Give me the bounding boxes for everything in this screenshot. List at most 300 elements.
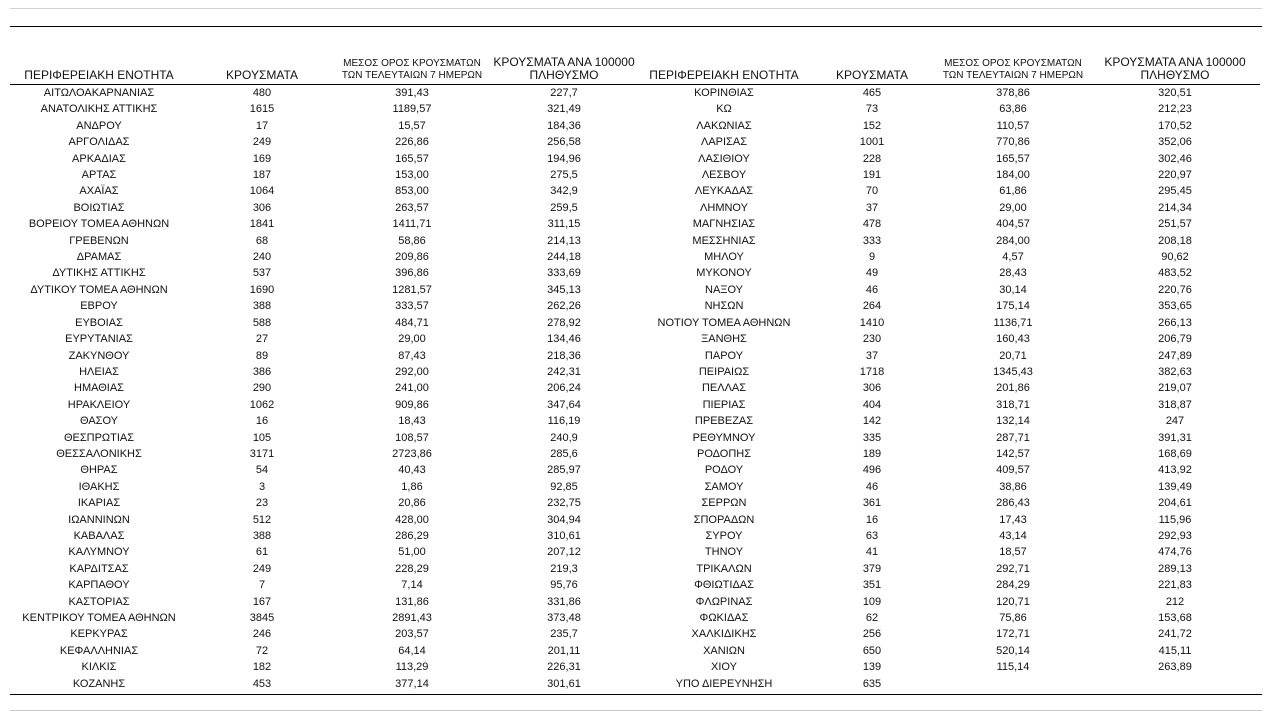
- table-row: [10, 594, 1260, 610]
- left-region-cell: ΑΝΑΤΟΛΙΚΗΣ ΑΤΤΙΚΗΣ: [40, 103, 158, 116]
- left-avg7-cell: 292,00: [395, 365, 429, 378]
- table-row: [10, 183, 1260, 199]
- left-per100k-cell: 235,7: [550, 628, 578, 641]
- table-row: [10, 561, 1260, 577]
- left-avg7-cell: 113,29: [395, 661, 429, 674]
- right-per100k-cell: 220,76: [1158, 283, 1192, 296]
- right-per100k-cell: 391,31: [1158, 431, 1192, 444]
- left-region-cell: ΔΥΤΙΚΗΣ ΑΤΤΙΚΗΣ: [52, 267, 146, 280]
- left-region-cell: ΚΑΒΑΛΑΣ: [73, 529, 125, 542]
- right-avg7-cell: 286,43: [996, 497, 1030, 510]
- table-row: [10, 479, 1260, 495]
- right-per100k-cell: 241,72: [1158, 628, 1192, 641]
- left-cases-cell: 246: [252, 628, 272, 641]
- left-cases-cell: 23: [255, 497, 269, 510]
- right-cases-cell: 379: [862, 562, 882, 575]
- left-cases-cell: 388: [252, 529, 272, 542]
- right-region-cell: ΤΡΙΚΑΛΩΝ: [696, 562, 752, 575]
- table-row: [10, 430, 1260, 446]
- left-avg7-cell: 2723,86: [392, 447, 432, 460]
- left-avg7-cell: 153,00: [395, 169, 429, 182]
- left-cases-cell: 3171: [249, 447, 275, 460]
- left-region-cell: ΒΟΡΕΙΟΥ ΤΟΜΕΑ ΑΘΗΝΩΝ: [28, 218, 170, 231]
- table-row: [10, 282, 1260, 298]
- right-per100k-cell: 289,13: [1158, 562, 1192, 575]
- left-per100k-cell: 218,36: [547, 349, 581, 362]
- header-region-right: ΠΕΡΙΦΕΡΕΙΑΚΗ ΕΝΟΤΗΤΑ: [640, 52, 808, 85]
- table-row: [10, 331, 1260, 347]
- left-avg7-cell: 241,00: [395, 382, 429, 395]
- right-avg7-cell: 17,43: [999, 513, 1027, 526]
- right-avg7-cell: 184,00: [996, 169, 1030, 182]
- right-per100k-cell: 247,89: [1158, 349, 1192, 362]
- bottom-rule: [10, 694, 1262, 695]
- right-cases-cell: 1718: [859, 365, 885, 378]
- right-per100k-cell: 382,63: [1158, 365, 1192, 378]
- right-avg7-cell: 318,71: [996, 398, 1030, 411]
- left-cases-cell: 187: [252, 169, 272, 182]
- left-cases-cell: 453: [252, 677, 272, 690]
- right-cases-cell: 264: [862, 300, 882, 313]
- table-row: [10, 101, 1260, 117]
- table-row: [10, 413, 1260, 429]
- table-row: [10, 364, 1260, 380]
- right-region-cell: ΜΑΓΝΗΣΙΑΣ: [692, 218, 756, 231]
- table-row: [10, 495, 1260, 511]
- right-cases-cell: 189: [862, 447, 882, 460]
- left-per100k-cell: 285,6: [550, 447, 578, 460]
- right-region-cell: ΦΛΩΡΙΝΑΣ: [695, 595, 753, 608]
- left-avg7-cell: 18,43: [398, 415, 426, 428]
- left-cases-cell: 1064: [249, 185, 275, 198]
- left-cases-cell: 72: [255, 644, 269, 657]
- left-per100k-cell: 207,12: [547, 546, 581, 559]
- cases-table: [10, 52, 1260, 692]
- left-avg7-cell: 1281,57: [392, 283, 432, 296]
- right-avg7-cell: 409,57: [996, 464, 1030, 477]
- right-cases-cell: 46: [865, 480, 879, 493]
- right-region-cell: ΚΟΡΙΝΘΙΑΣ: [694, 87, 754, 99]
- right-per100k-cell: 292,93: [1158, 529, 1192, 542]
- table-row: [10, 462, 1260, 478]
- right-cases-cell: 9: [868, 251, 876, 264]
- left-avg7-cell: 40,43: [398, 464, 426, 477]
- left-per100k-cell: 95,76: [550, 579, 578, 592]
- right-cases-cell: 46: [865, 283, 879, 296]
- right-per100k-cell: 474,76: [1158, 546, 1192, 559]
- right-avg7-cell: 1345,43: [993, 365, 1033, 378]
- left-avg7-cell: 228,29: [395, 562, 429, 575]
- left-cases-cell: 386: [252, 365, 272, 378]
- left-cases-cell: 54: [255, 464, 269, 477]
- right-avg7-cell: 18,57: [999, 546, 1027, 559]
- table-row: [10, 643, 1260, 659]
- left-per100k-cell: 244,18: [547, 251, 581, 264]
- right-per100k-cell: 266,13: [1158, 316, 1192, 329]
- right-cases-cell: 256: [862, 628, 882, 641]
- right-region-cell: ΥΠΟ ΔΙΕΡΕΥΝΗΣΗ: [675, 677, 773, 690]
- right-per100k-cell: 212,23: [1158, 103, 1192, 116]
- right-avg7-cell: 160,43: [996, 333, 1030, 346]
- left-per100k-cell: 134,46: [547, 333, 581, 346]
- right-avg7-cell: 378,86: [996, 87, 1030, 99]
- top-rule-light: [10, 8, 1262, 9]
- table-row: [10, 134, 1260, 150]
- right-avg7-cell: 20,71: [999, 349, 1027, 362]
- right-per100k-cell: 219,07: [1158, 382, 1192, 395]
- right-region-cell: ΛΑΚΩΝΙΑΣ: [696, 119, 752, 132]
- left-cases-cell: 249: [252, 136, 272, 149]
- left-cases-cell: 240: [252, 251, 272, 264]
- left-cases-cell: 169: [252, 152, 272, 165]
- bottom-rule-light: [10, 710, 1262, 711]
- left-avg7-cell: 51,00: [398, 546, 426, 559]
- left-region-cell: ΚΟΖΑΝΗΣ: [72, 677, 126, 690]
- left-cases-cell: 290: [252, 382, 272, 395]
- table-row: [10, 151, 1260, 167]
- left-avg7-cell: 2891,43: [392, 612, 432, 624]
- left-cases-cell: 306: [252, 201, 272, 214]
- right-cases-cell: 70: [865, 185, 879, 198]
- right-avg7-cell: 75,86: [999, 612, 1027, 624]
- right-per100k-cell: 208,18: [1158, 234, 1192, 247]
- left-region-cell: ΑΧΑΪΑΣ: [79, 185, 119, 198]
- left-per100k-cell: 240,9: [550, 431, 578, 444]
- left-region-cell: ΚΑΡΔΙΤΣΑΣ: [69, 562, 129, 575]
- right-avg7-cell: 38,86: [999, 480, 1027, 493]
- right-region-cell: ΡΟΔΟΥ: [704, 464, 744, 477]
- left-cases-cell: 27: [255, 333, 269, 346]
- left-region-cell: ΙΚΑΡΙΑΣ: [77, 497, 121, 510]
- left-per100k-cell: 321,49: [547, 103, 581, 116]
- header-avg7-left: ΜΕΣΟΣ ΟΡΟΣ ΚΡΟΥΣΜΑΤΩΝ ΤΩΝ ΤΕΛΕΥΤΑΙΩΝ 7 ΗΜΕΡΩΝ: [336, 52, 488, 85]
- left-cases-cell: 588: [252, 316, 272, 329]
- right-cases-cell: 139: [862, 661, 882, 674]
- right-cases-cell: 191: [862, 169, 882, 182]
- left-avg7-cell: 29,00: [398, 333, 426, 346]
- right-region-cell: ΛΕΣΒΟΥ: [701, 169, 747, 182]
- left-cases-cell: 3: [258, 480, 266, 493]
- left-per100k-cell: 219,3: [550, 562, 578, 575]
- right-cases-cell: 41: [865, 546, 879, 559]
- left-cases-cell: 512: [252, 513, 272, 526]
- right-region-cell: ΦΘΙΩΤΙΔΑΣ: [694, 579, 754, 592]
- left-per100k-cell: 184,36: [547, 119, 581, 132]
- left-per100k-cell: 262,26: [547, 300, 581, 313]
- right-cases-cell: 465: [862, 87, 882, 99]
- right-avg7-cell: 120,71: [996, 595, 1030, 608]
- left-per100k-cell: 201,11: [547, 644, 581, 657]
- left-region-cell: ΔΡΑΜΑΣ: [76, 251, 122, 264]
- left-cases-cell: 68: [255, 234, 269, 247]
- left-cases-cell: 1062: [249, 398, 275, 411]
- right-cases-cell: 63: [865, 529, 879, 542]
- right-cases-cell: 404: [862, 398, 882, 411]
- right-cases-cell: 109: [862, 595, 882, 608]
- right-per100k-cell: 415,11: [1158, 644, 1192, 657]
- right-per100k-cell: 353,65: [1158, 300, 1192, 313]
- right-per100k-cell: 318,87: [1158, 398, 1192, 411]
- right-per100k-cell: 153,68: [1158, 612, 1192, 624]
- left-per100k-cell: 92,85: [550, 480, 578, 493]
- table-row: [10, 315, 1260, 331]
- right-avg7-cell: 770,86: [996, 136, 1030, 149]
- left-per100k-cell: 242,31: [547, 365, 581, 378]
- left-per100k-cell: 194,96: [547, 152, 581, 165]
- right-region-cell: ΜΗΛΟΥ: [704, 251, 744, 264]
- left-avg7-cell: 391,43: [395, 87, 429, 99]
- right-region-cell: ΝΑΞΟΥ: [705, 283, 743, 296]
- right-per100k-cell: 115,96: [1158, 513, 1192, 526]
- table-row: [10, 676, 1260, 692]
- left-per100k-cell: 232,75: [547, 497, 581, 510]
- left-per100k-cell: 275,5: [550, 169, 578, 182]
- left-per100k-cell: 227,7: [550, 87, 578, 99]
- right-cases-cell: 351: [862, 579, 882, 592]
- right-avg7-cell: 1136,71: [993, 316, 1033, 329]
- table-row: [10, 512, 1260, 528]
- right-avg7-cell: 110,57: [996, 119, 1030, 132]
- right-per100k-cell: 247: [1165, 415, 1185, 428]
- right-avg7-cell: 284,29: [996, 579, 1030, 592]
- right-per100k-cell: 214,34: [1158, 201, 1192, 214]
- right-region-cell: ΠΑΡΟΥ: [704, 349, 744, 362]
- right-avg7-cell: 115,14: [996, 661, 1030, 674]
- left-avg7-cell: 20,86: [398, 497, 426, 510]
- table-row: [10, 528, 1260, 544]
- right-per100k-cell: 206,79: [1158, 333, 1192, 346]
- right-region-cell: ΧΑΝΙΩΝ: [703, 644, 745, 657]
- left-per100k-cell: 259,5: [550, 201, 578, 214]
- right-avg7-cell: 63,86: [999, 103, 1027, 116]
- left-cases-cell: 105: [252, 431, 272, 444]
- table-row: [10, 85, 1260, 102]
- left-region-cell: ΑΙΤΩΛΟΑΚΑΡΝΑΝΙΑΣ: [43, 87, 155, 99]
- left-region-cell: ΚΑΛΥΜΝΟΥ: [68, 546, 130, 559]
- right-cases-cell: 37: [865, 201, 879, 214]
- right-avg7-cell: 4,57: [1002, 251, 1024, 264]
- left-cases-cell: 61: [255, 546, 269, 559]
- left-cases-cell: 1615: [249, 103, 275, 116]
- right-cases-cell: 73: [865, 103, 879, 116]
- left-cases-cell: 17: [255, 119, 269, 132]
- left-region-cell: ΙΩΑΝΝΙΝΩΝ: [68, 513, 130, 526]
- right-region-cell: ΞΑΝΘΗΣ: [701, 333, 747, 346]
- right-region-cell: ΛΑΡΙΣΑΣ: [700, 136, 747, 149]
- right-region-cell: ΠΙΕΡΙΑΣ: [702, 398, 746, 411]
- header-region-left: ΠΕΡΙΦΕΡΕΙΑΚΗ ΕΝΟΤΗΤΑ: [10, 52, 188, 85]
- right-region-cell: ΠΕΛΛΑΣ: [701, 382, 747, 395]
- right-region-cell: ΣΑΜΟΥ: [704, 480, 744, 493]
- right-per100k-cell: 220,97: [1158, 169, 1192, 182]
- right-cases-cell: 478: [862, 218, 882, 231]
- left-avg7-cell: 58,86: [398, 234, 426, 247]
- left-avg7-cell: 263,57: [395, 201, 429, 214]
- left-avg7-cell: 396,86: [395, 267, 429, 280]
- right-per100k-cell: 221,83: [1158, 579, 1192, 592]
- left-avg7-cell: 203,57: [395, 628, 429, 641]
- left-cases-cell: 1690: [249, 283, 275, 296]
- left-avg7-cell: 226,86: [395, 136, 429, 149]
- right-region-cell: ΣΕΡΡΩΝ: [701, 497, 747, 510]
- right-region-cell: ΧΙΟΥ: [711, 661, 737, 674]
- left-cases-cell: 388: [252, 300, 272, 313]
- right-cases-cell: 152: [862, 119, 882, 132]
- right-per100k-cell: 204,61: [1158, 497, 1192, 510]
- left-region-cell: ΕΥΒΟΙΑΣ: [75, 316, 123, 329]
- left-per100k-cell: 310,61: [547, 529, 581, 542]
- left-per100k-cell: 311,15: [547, 218, 581, 231]
- right-region-cell: ΣΠΟΡΑΔΩΝ: [693, 513, 755, 526]
- left-avg7-cell: 909,86: [395, 398, 429, 411]
- right-cases-cell: 142: [862, 415, 882, 428]
- right-per100k-cell: 302,46: [1158, 152, 1192, 165]
- right-region-cell: ΝΗΣΩΝ: [704, 300, 744, 313]
- left-cases-cell: 89: [255, 349, 269, 362]
- right-cases-cell: 228: [862, 152, 882, 165]
- left-avg7-cell: 108,57: [395, 431, 429, 444]
- header-avg7-right: ΜΕΣΟΣ ΟΡΟΣ ΚΡΟΥΣΜΑΤΩΝ ΤΩΝ ΤΕΛΕΥΤΑΙΩΝ 7 ΗΜΕΡΩΝ: [936, 52, 1090, 85]
- left-region-cell: ΒΟΙΩΤΙΑΣ: [73, 201, 125, 214]
- right-region-cell: ΡΟΔΟΠΗΣ: [696, 447, 752, 460]
- left-cases-cell: 537: [252, 267, 272, 280]
- left-per100k-cell: 116,19: [547, 415, 581, 428]
- top-rule: [10, 26, 1262, 27]
- left-cases-cell: 3845: [249, 612, 275, 624]
- left-region-cell: ΕΒΡΟΥ: [80, 300, 118, 313]
- right-avg7-cell: 404,57: [996, 218, 1030, 231]
- left-region-cell: ΘΕΣΠΡΩΤΙΑΣ: [63, 431, 135, 444]
- right-cases-cell: 635: [862, 677, 882, 690]
- left-region-cell: ΚΙΛΚΙΣ: [81, 661, 117, 674]
- table-row: [10, 216, 1260, 232]
- left-avg7-cell: 484,71: [395, 316, 429, 329]
- left-avg7-cell: 428,00: [395, 513, 429, 526]
- left-cases-cell: 182: [252, 661, 272, 674]
- right-avg7-cell: 520,14: [996, 644, 1030, 657]
- right-region-cell: ΛΑΣΙΘΙΟΥ: [698, 152, 750, 165]
- table-row: [10, 167, 1260, 183]
- right-region-cell: ΜΥΚΟΝΟΥ: [696, 267, 752, 280]
- left-per100k-cell: 342,9: [550, 185, 578, 198]
- right-per100k-cell: 90,62: [1161, 251, 1189, 264]
- table-row: [10, 200, 1260, 216]
- right-avg7-cell: 61,86: [999, 185, 1027, 198]
- left-region-cell: ΘΗΡΑΣ: [80, 464, 118, 477]
- left-per100k-cell: 345,13: [547, 283, 581, 296]
- right-avg7-cell: 175,14: [996, 300, 1030, 313]
- header-cases-left: ΚΡΟΥΣΜΑΤΑ: [188, 52, 336, 85]
- left-per100k-cell: 226,31: [547, 661, 581, 674]
- left-region-cell: ΑΡΓΟΛΙΔΑΣ: [68, 136, 130, 149]
- left-per100k-cell: 285,97: [547, 464, 581, 477]
- right-cases-cell: 306: [862, 382, 882, 395]
- left-region-cell: ΗΡΑΚΛΕΙΟΥ: [67, 398, 131, 411]
- left-region-cell: ΚΕΦΑΛΛΗΝΙΑΣ: [59, 644, 139, 657]
- left-avg7-cell: 64,14: [398, 644, 426, 657]
- right-region-cell: ΜΕΣΣΗΝΙΑΣ: [692, 234, 756, 247]
- right-per100k-cell: 413,92: [1158, 464, 1192, 477]
- table-row: [10, 610, 1260, 626]
- right-avg7-cell: 132,14: [996, 415, 1030, 428]
- right-cases-cell: 1410: [859, 316, 885, 329]
- left-avg7-cell: 1189,57: [392, 103, 432, 116]
- right-avg7-cell: [936, 676, 1090, 692]
- left-per100k-cell: 278,92: [547, 316, 581, 329]
- right-cases-cell: 333: [862, 234, 882, 247]
- table-row: [10, 298, 1260, 314]
- right-avg7-cell: 43,14: [999, 529, 1027, 542]
- left-region-cell: ΗΜΑΘΙΑΣ: [74, 382, 124, 395]
- left-avg7-cell: 7,14: [401, 579, 423, 592]
- right-region-cell: ΚΩ: [716, 103, 732, 116]
- table-row: [10, 118, 1260, 134]
- right-per100k-cell: 295,45: [1158, 185, 1192, 198]
- left-cases-cell: 1841: [249, 218, 275, 231]
- header-per100k-left: ΚΡΟΥΣΜΑΤΑ ΑΝΑ 100000 ΠΛΗΘΥΣΜΟ: [488, 52, 640, 85]
- left-region-cell: ΚΑΡΠΑΘΟΥ: [68, 579, 130, 592]
- header-per100k-right: ΚΡΟΥΣΜΑΤΑ ΑΝΑ 100000 ΠΛΗΘΥΣΜΟ: [1090, 52, 1260, 85]
- right-avg7-cell: 142,57: [996, 447, 1030, 460]
- left-region-cell: ΙΘΑΚΗΣ: [78, 480, 120, 493]
- right-avg7-cell: 165,57: [996, 152, 1030, 165]
- left-per100k-cell: 214,13: [547, 234, 581, 247]
- right-region-cell: ΦΩΚΙΔΑΣ: [699, 612, 749, 624]
- right-region-cell: ΛΗΜΝΟΥ: [700, 201, 748, 214]
- table-row: [10, 265, 1260, 281]
- left-cases-cell: 167: [252, 595, 272, 608]
- left-per100k-cell: 373,48: [547, 612, 581, 624]
- left-cases-cell: 7: [258, 579, 266, 592]
- right-cases-cell: 650: [862, 644, 882, 657]
- right-per100k-cell: 168,69: [1158, 447, 1192, 460]
- left-avg7-cell: 377,14: [395, 677, 429, 690]
- right-per100k-cell: 263,89: [1158, 661, 1192, 674]
- right-avg7-cell: 28,43: [999, 267, 1027, 280]
- left-per100k-cell: 347,64: [547, 398, 581, 411]
- right-cases-cell: 496: [862, 464, 882, 477]
- right-per100k-cell: 170,52: [1158, 119, 1192, 132]
- left-region-cell: ΑΝΔΡΟΥ: [76, 119, 122, 132]
- left-per100k-cell: 331,86: [547, 595, 581, 608]
- right-cases-cell: 16: [865, 513, 879, 526]
- right-avg7-cell: 172,71: [996, 628, 1030, 641]
- table-row: [10, 397, 1260, 413]
- table-row: [10, 348, 1260, 364]
- right-region-cell: ΝΟΤΙΟΥ ΤΟΜΕΑ ΑΘΗΝΩΝ: [657, 316, 791, 329]
- left-avg7-cell: 1,86: [401, 480, 423, 493]
- right-per100k-cell: 352,06: [1158, 136, 1192, 149]
- right-avg7-cell: 29,00: [999, 201, 1027, 214]
- right-cases-cell: 230: [862, 333, 882, 346]
- right-cases-cell: 62: [865, 612, 879, 624]
- left-region-cell: ΘΕΣΣΑΛΟΝΙΚΗΣ: [56, 447, 142, 460]
- right-cases-cell: 37: [865, 349, 879, 362]
- table-row: [10, 380, 1260, 396]
- table-row: [10, 446, 1260, 462]
- left-per100k-cell: 206,24: [547, 382, 581, 395]
- right-per100k-cell: 251,57: [1158, 218, 1192, 231]
- right-avg7-cell: 30,14: [999, 283, 1027, 296]
- left-region-cell: ΑΡΚΑΔΙΑΣ: [72, 152, 126, 165]
- right-region-cell: ΛΕΥΚΑΔΑΣ: [694, 185, 754, 198]
- left-cases-cell: 16: [255, 415, 269, 428]
- right-region-cell: ΠΡΕΒΕΖΑΣ: [694, 415, 754, 428]
- left-avg7-cell: 131,86: [395, 595, 429, 608]
- header-cases-right: ΚΡΟΥΣΜΑΤΑ: [808, 52, 936, 85]
- table-row: [10, 577, 1260, 593]
- left-region-cell: ΕΥΡΥΤΑΝΙΑΣ: [65, 333, 133, 346]
